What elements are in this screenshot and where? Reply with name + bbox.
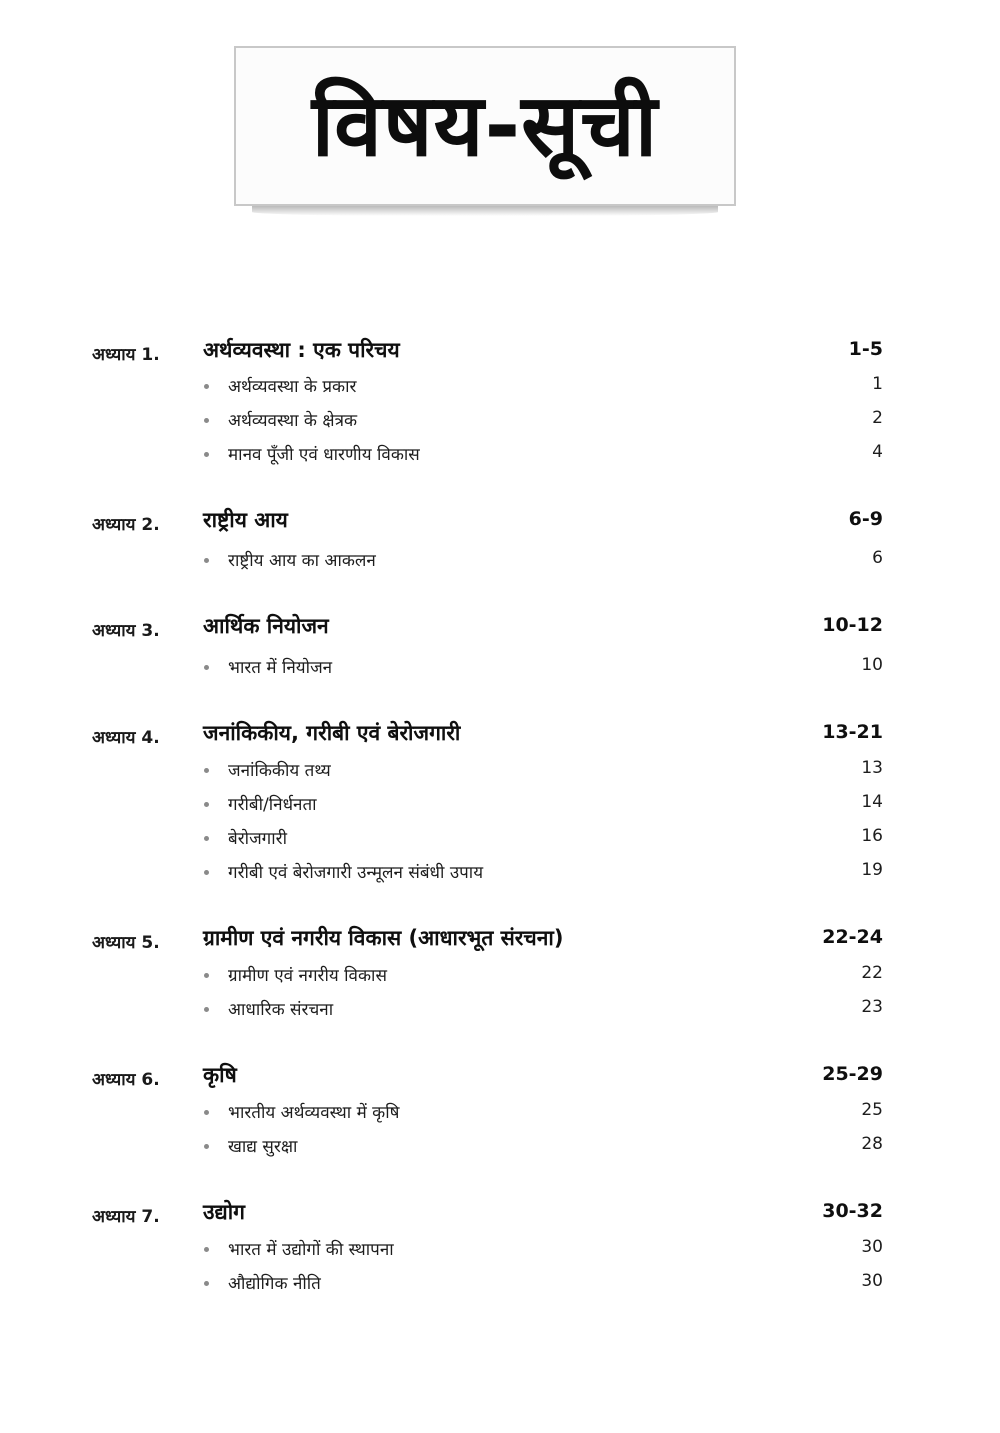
topic-title[interactable]: जनांकिकीय तथ्य — [228, 761, 331, 781]
chapter-title[interactable]: आर्थिक नियोजन — [203, 614, 329, 638]
topic-page: 25 — [861, 1100, 883, 1120]
chapter-title[interactable]: जनांकिकीय, गरीबी एवं बेरोजगारी — [203, 721, 461, 745]
chapter-number: अध्याय 7. — [92, 1207, 160, 1227]
topic-title[interactable]: अर्थव्यवस्था के प्रकार — [228, 377, 357, 397]
topic-title[interactable]: भारत में उद्योगों की स्थापना — [228, 1240, 394, 1260]
topic-row[interactable] — [0, 655, 1000, 685]
topic-row[interactable] — [0, 758, 1000, 788]
topic-row[interactable] — [0, 1134, 1000, 1164]
bullet-icon — [204, 973, 209, 978]
topic-row[interactable] — [0, 963, 1000, 993]
bullet-icon — [204, 452, 209, 457]
topic-page: 10 — [861, 655, 883, 675]
bullet-icon — [204, 1247, 209, 1252]
topic-row[interactable] — [0, 1100, 1000, 1130]
chapter-title[interactable]: कृषि — [203, 1063, 237, 1087]
chapter-page-range: 25-29 — [822, 1063, 883, 1085]
topic-page: 30 — [861, 1237, 883, 1257]
topic-page: 4 — [872, 442, 883, 462]
topic-title[interactable]: राष्ट्रीय आय का आकलन — [228, 551, 376, 571]
topic-title[interactable]: मानव पूँजी एवं धारणीय विकास — [228, 445, 420, 465]
chapter-page-range: 22-24 — [822, 926, 883, 948]
chapter-row[interactable] — [0, 336, 1000, 370]
chapter-page-range: 13-21 — [822, 721, 883, 743]
bullet-icon — [204, 1007, 209, 1012]
bullet-icon — [204, 870, 209, 875]
topic-title[interactable]: गरीबी एवं बेरोजगारी उन्मूलन संबंधी उपाय — [228, 863, 484, 883]
topic-title[interactable]: खाद्य सुरक्षा — [228, 1137, 298, 1157]
topic-page: 23 — [861, 997, 883, 1017]
topic-row[interactable] — [0, 826, 1000, 856]
bullet-icon — [204, 768, 209, 773]
bullet-icon — [204, 384, 209, 389]
chapter-row[interactable] — [0, 1061, 1000, 1095]
chapter-title[interactable]: उद्योग — [203, 1200, 245, 1224]
topic-title[interactable]: औद्योगिक नीति — [228, 1274, 321, 1294]
topic-page: 2 — [872, 408, 883, 428]
chapter-page-range: 1-5 — [848, 338, 883, 360]
chapter-number: अध्याय 5. — [92, 933, 160, 953]
topic-row[interactable] — [0, 1271, 1000, 1301]
chapter-number: अध्याय 2. — [92, 515, 160, 535]
chapter-number: अध्याय 1. — [92, 345, 160, 365]
chapter-number: अध्याय 4. — [92, 728, 160, 748]
topic-page: 30 — [861, 1271, 883, 1291]
topic-page: 14 — [861, 792, 883, 812]
chapter-title[interactable]: ग्रामीण एवं नगरीय विकास (आधारभूत संरचना) — [203, 926, 564, 950]
topic-row[interactable] — [0, 374, 1000, 404]
topic-page: 19 — [861, 860, 883, 880]
chapter-number: अध्याय 3. — [92, 621, 160, 641]
bullet-icon — [204, 1281, 209, 1286]
topic-page: 6 — [872, 548, 883, 568]
bullet-icon — [204, 802, 209, 807]
topic-title[interactable]: गरीबी/निर्धनता — [228, 795, 317, 815]
chapter-row[interactable] — [0, 612, 1000, 646]
chapter-number: अध्याय 6. — [92, 1070, 160, 1090]
chapter-title[interactable]: अर्थव्यवस्था : एक परिचय — [203, 338, 400, 362]
topic-page: 1 — [872, 374, 883, 394]
chapter-row[interactable] — [0, 719, 1000, 753]
topic-row[interactable] — [0, 860, 1000, 890]
topic-page: 13 — [861, 758, 883, 778]
chapter-row[interactable] — [0, 924, 1000, 958]
topic-row[interactable] — [0, 442, 1000, 472]
bullet-icon — [204, 558, 209, 563]
chapter-row[interactable] — [0, 506, 1000, 540]
page-title: विषय-सूची — [311, 76, 659, 176]
bullet-icon — [204, 1110, 209, 1115]
topic-title[interactable]: अर्थव्यवस्था के क्षेत्रक — [228, 411, 358, 431]
topic-title[interactable]: भारतीय अर्थव्यवस्था में कृषि — [228, 1103, 400, 1123]
chapter-page-range: 10-12 — [822, 614, 883, 636]
topic-row[interactable] — [0, 792, 1000, 822]
topic-row[interactable] — [0, 997, 1000, 1027]
topic-page: 28 — [861, 1134, 883, 1154]
chapter-page-range: 30-32 — [822, 1200, 883, 1222]
bullet-icon — [204, 1144, 209, 1149]
chapter-title[interactable]: राष्ट्रीय आय — [203, 508, 288, 532]
topic-page: 22 — [861, 963, 883, 983]
chapter-page-range: 6-9 — [848, 508, 883, 530]
bullet-icon — [204, 418, 209, 423]
topic-title[interactable]: भारत में नियोजन — [228, 658, 333, 678]
topic-page: 16 — [861, 826, 883, 846]
bullet-icon — [204, 665, 209, 670]
bullet-icon — [204, 836, 209, 841]
topic-title[interactable]: ग्रामीण एवं नगरीय विकास — [228, 966, 387, 986]
topic-row[interactable] — [0, 1237, 1000, 1267]
topic-title[interactable]: आधारिक संरचना — [228, 1000, 334, 1020]
chapter-row[interactable] — [0, 1198, 1000, 1232]
topic-row[interactable] — [0, 548, 1000, 578]
topic-title[interactable]: बेरोजगारी — [228, 829, 288, 849]
topic-row[interactable] — [0, 408, 1000, 438]
